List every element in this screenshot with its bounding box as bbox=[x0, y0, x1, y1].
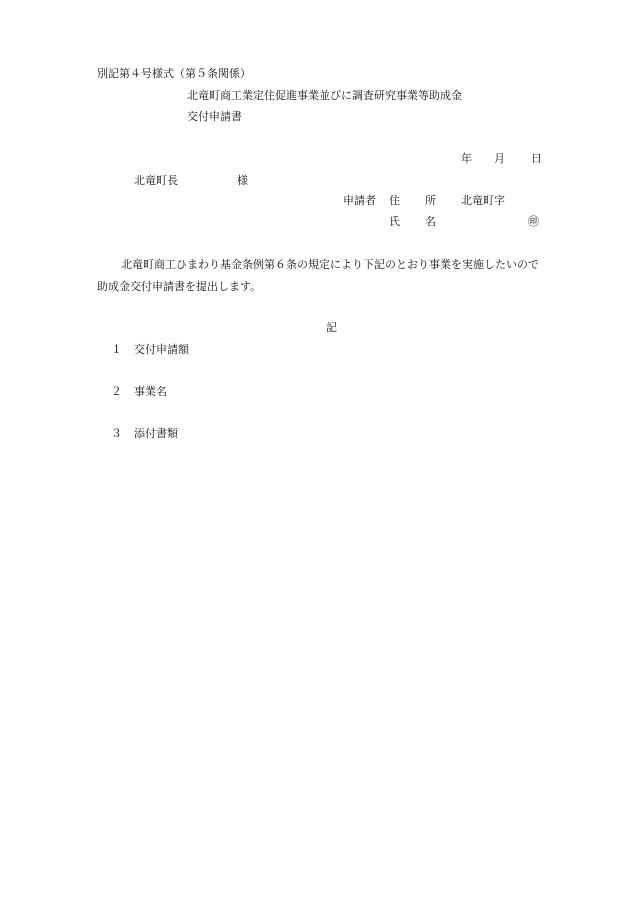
item-text: 交付申請額 bbox=[134, 343, 189, 356]
body-text-line-2: 助成金交付申請書を提出します。 bbox=[97, 280, 262, 293]
document-subtitle: 交付申請書 bbox=[187, 110, 242, 123]
address-value: 北竜町字 bbox=[461, 194, 505, 207]
item-text: 添付書類 bbox=[134, 427, 178, 440]
form-number: 別記第４号様式（第５条関係） bbox=[97, 67, 251, 80]
date-day-label: 日 bbox=[531, 152, 542, 165]
item-number: ２ bbox=[111, 385, 122, 398]
name-label-char-1: 氏 bbox=[389, 215, 400, 228]
addressee-name: 北竜町長 bbox=[134, 174, 178, 187]
date-month-label: 月 bbox=[494, 152, 505, 165]
ki-heading: 記 bbox=[326, 321, 337, 334]
body-text-line-1: 北竜町商工ひまわり基金条例第６条の規定により下記のとおり事業を実施したいので bbox=[121, 258, 539, 271]
date-year-label: 年 bbox=[461, 152, 472, 165]
applicant-label: 申請者 bbox=[343, 194, 376, 207]
addressee-honorific: 様 bbox=[237, 174, 248, 187]
name-label-char-2: 名 bbox=[425, 215, 436, 228]
item-text: 事業名 bbox=[134, 385, 167, 398]
seal-mark: ㊞ bbox=[528, 215, 539, 228]
item-number: ３ bbox=[111, 427, 122, 440]
address-label-char-2: 所 bbox=[425, 194, 436, 207]
item-number: １ bbox=[111, 343, 122, 356]
document-title: 北竜町商工業定住促進事業並びに調査研究事業等助成金 bbox=[187, 89, 462, 102]
address-label-char-1: 住 bbox=[389, 194, 400, 207]
